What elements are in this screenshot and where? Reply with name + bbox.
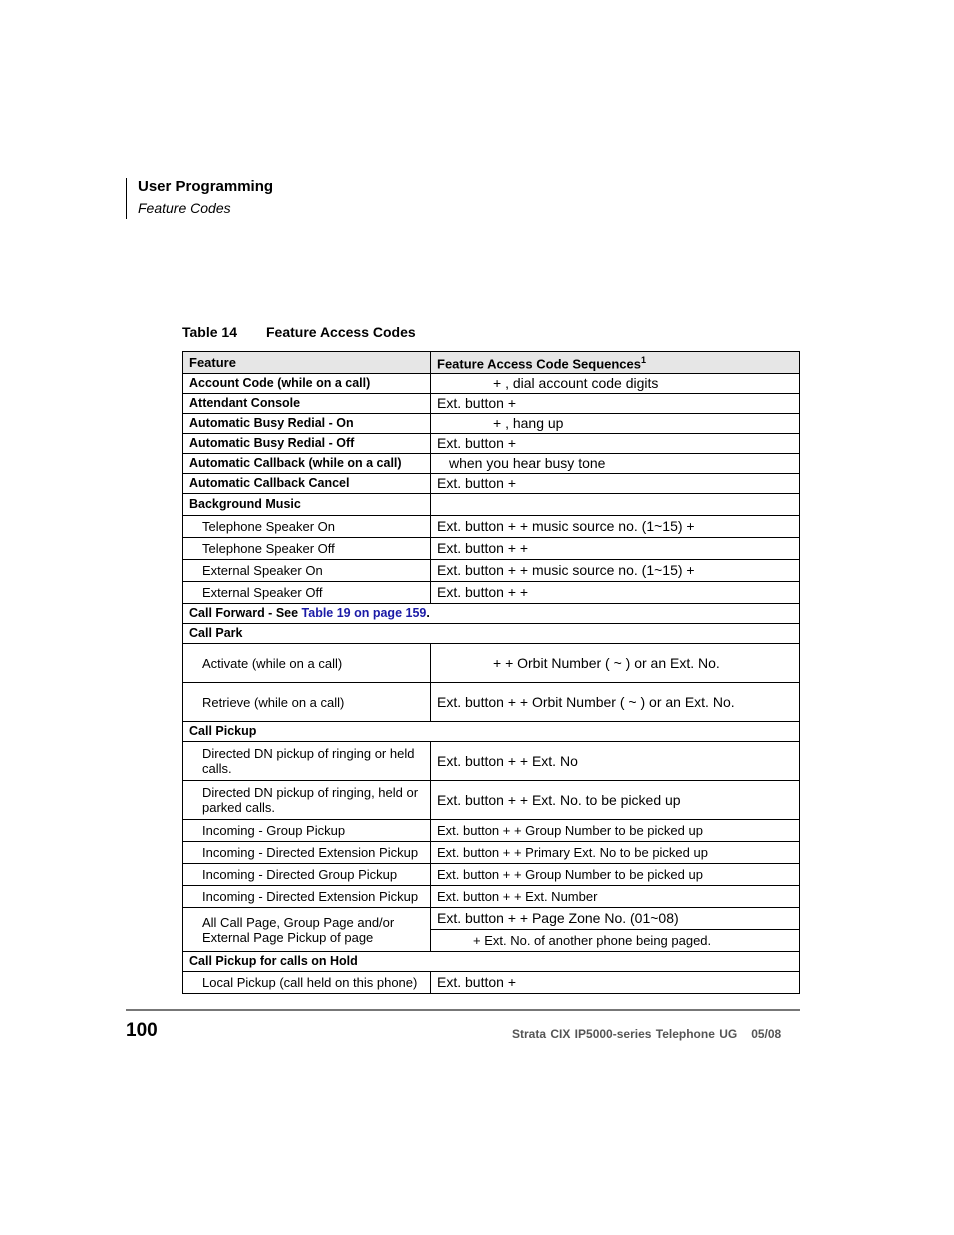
sequence-cell-empty	[431, 494, 800, 516]
feature-cell: External Speaker Off	[183, 582, 431, 604]
sequence-cell: Ext. button +	[431, 394, 800, 414]
section-cell: Call Pickup	[183, 722, 800, 742]
table-row	[183, 842, 800, 864]
feature-cell: All Call Page, Group Page and/or External Page Pickup of page	[183, 908, 431, 952]
header-rule	[126, 178, 127, 219]
feature-cell: Telephone Speaker On	[183, 516, 431, 538]
feature-cell: Automatic Callback Cancel	[183, 474, 431, 494]
feature-cell: Activate (while on a call)	[183, 644, 431, 683]
sequence-cell: Ext. button + + Primary Ext. No to be picked up	[431, 842, 800, 864]
feature-cell: Incoming - Directed Extension Pickup	[183, 842, 431, 864]
call-forward-row-cell	[183, 604, 800, 624]
footer-date: 05/08	[751, 1027, 782, 1041]
sequence-cell: when you hear busy tone	[431, 454, 800, 474]
section-subtitle: Feature Codes	[138, 200, 231, 216]
feature-cell: Attendant Console	[183, 394, 431, 414]
sequence-cell: Ext. button + +	[431, 582, 800, 604]
table-row	[183, 781, 800, 820]
sequence-cell: + , dial account code digits	[431, 374, 800, 394]
table-row	[183, 722, 800, 742]
footer-rule	[126, 1009, 800, 1011]
column-header-sequence-label: Feature Access Code Sequences	[437, 356, 641, 372]
table-row	[183, 582, 800, 604]
sequence-cell: Ext. button +	[431, 474, 800, 494]
sequence-cell: Ext. button + + Ext. No. to be picked up	[431, 781, 800, 820]
column-header-sequence	[431, 352, 800, 374]
sequence-cell: + Ext. No. of another phone being paged.	[431, 930, 800, 952]
table-row	[183, 454, 800, 474]
call-forward-suffix: .	[426, 606, 430, 620]
feature-cell: Retrieve (while on a call)	[183, 683, 431, 722]
sequence-cell: Ext. button +	[431, 972, 800, 994]
sequence-cell: Ext. button + + Group Number to be picked up	[431, 820, 800, 842]
feature-cell: Account Code (while on a call)	[183, 374, 431, 394]
feature-cell: Telephone Speaker Off	[183, 538, 431, 560]
table-header-row	[183, 352, 800, 374]
table-row	[183, 742, 800, 781]
table-caption	[182, 324, 416, 340]
table-row	[183, 560, 800, 582]
table-row	[183, 972, 800, 994]
sequence-cell: Ext. button + + Orbit Number ( ~ ) or an Ext. No.	[431, 683, 800, 722]
feature-cell: Incoming - Directed Extension Pickup	[183, 886, 431, 908]
sequence-cell: + , hang up	[431, 414, 800, 434]
table-row	[183, 952, 800, 972]
section-title: User Programming	[138, 178, 274, 195]
feature-cell: Directed DN pickup of ringing or held calls.	[183, 742, 431, 781]
section-cell: Call Pickup for calls on Hold	[183, 952, 800, 972]
table-row	[183, 474, 800, 494]
table-row	[183, 394, 800, 414]
column-header-feature: Feature	[183, 352, 431, 374]
footnote-marker: 1	[641, 355, 647, 366]
table-row	[183, 434, 800, 454]
feature-cell: Automatic Busy Redial - Off	[183, 434, 431, 454]
sequence-cell: Ext. button + + Ext. No	[431, 742, 800, 781]
table-row	[183, 516, 800, 538]
table-caption-title: Feature Access Codes	[266, 324, 416, 340]
feature-cell: Directed DN pickup of ringing, held or parked calls.	[183, 781, 431, 820]
page-number: 100	[126, 1020, 158, 1041]
sequence-cell: Ext. button + + music source no. (1~15) +	[431, 560, 800, 582]
feature-cell: External Speaker On	[183, 560, 431, 582]
feature-cell: Background Music	[183, 494, 431, 516]
footer-doc-title: Strata CIX IP5000-series Telephone UG	[512, 1027, 738, 1041]
table-row	[183, 820, 800, 842]
section-cell: Call Park	[183, 624, 800, 644]
table-row	[183, 414, 800, 434]
table-row	[183, 604, 800, 624]
sequence-cell: Ext. button + + Page Zone No. (01~08)	[431, 908, 800, 930]
table-row	[183, 683, 800, 722]
sequence-cell: + + Orbit Number ( ~ ) or an Ext. No.	[431, 644, 800, 683]
sequence-cell: Ext. button +	[431, 434, 800, 454]
feature-access-codes-table	[182, 351, 800, 994]
sequence-cell: Ext. button + + music source no. (1~15) +	[431, 516, 800, 538]
sequence-cell: Ext. button + +	[431, 538, 800, 560]
sequence-cell: Ext. button + + Group Number to be picked up	[431, 864, 800, 886]
table-row	[183, 374, 800, 394]
table-caption-number: Table 14	[182, 324, 237, 340]
table-row	[183, 644, 800, 683]
footer-doc-info	[512, 1027, 781, 1041]
table-row	[183, 886, 800, 908]
feature-cell: Incoming - Group Pickup	[183, 820, 431, 842]
table-row	[183, 908, 800, 930]
feature-cell: Local Pickup (call held on this phone)	[183, 972, 431, 994]
table-row	[183, 538, 800, 560]
feature-cell: Automatic Callback (while on a call)	[183, 454, 431, 474]
table-row	[183, 494, 800, 516]
sequence-cell: Ext. button + + Ext. Number	[431, 886, 800, 908]
feature-cell: Automatic Busy Redial - On	[183, 414, 431, 434]
table-19-link[interactable]: Table 19 on page 159	[301, 606, 427, 620]
feature-cell: Incoming - Directed Group Pickup	[183, 864, 431, 886]
table-row	[183, 864, 800, 886]
table-row	[183, 624, 800, 644]
call-forward-prefix: Call Forward - See	[189, 606, 302, 620]
